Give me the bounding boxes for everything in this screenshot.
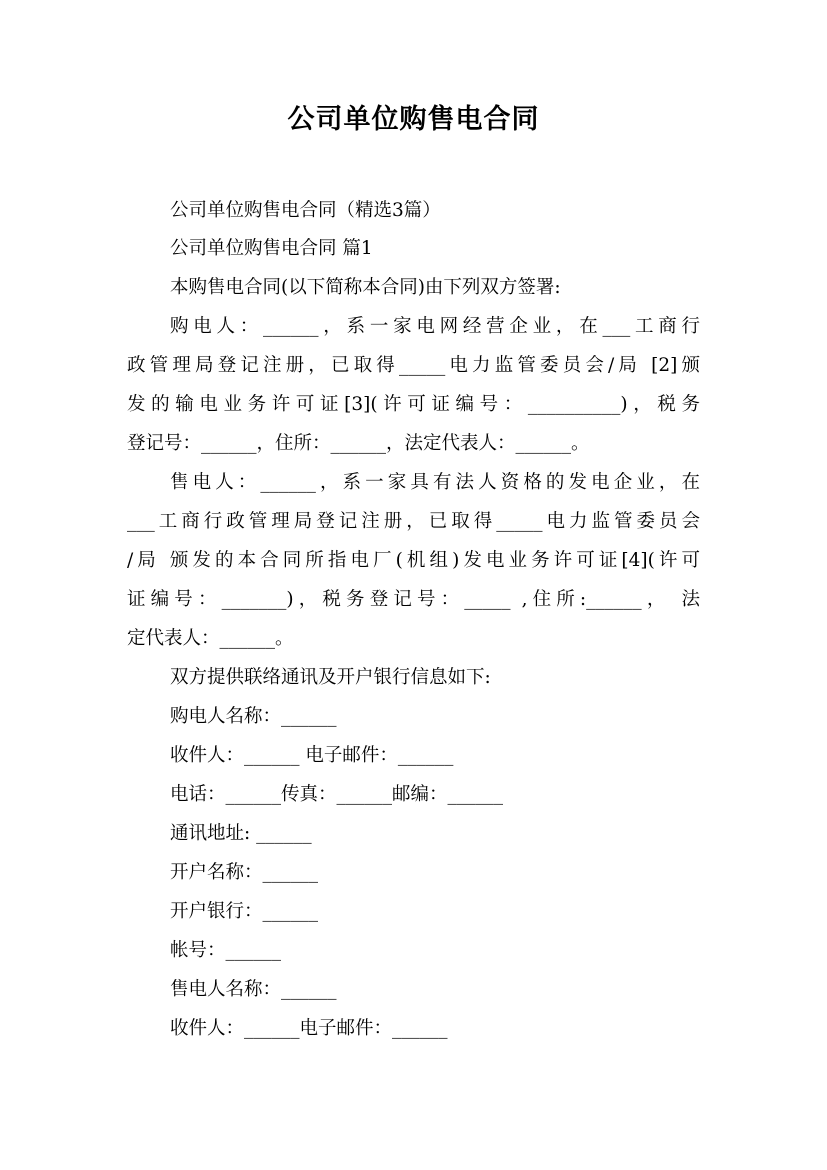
buyer-paragraph-line-4: 登记号：______，住所：______，法定代表人：______。 bbox=[127, 433, 590, 454]
buyer-phone-fax-zip-field: 电话：______传真：______邮编：______ bbox=[170, 784, 504, 805]
seller-paragraph-line-5: 定代表人：______。 bbox=[127, 628, 294, 649]
buyer-paragraph-line-2: 政管理局登记注册，已取得_____电力监管委员会/局 [2]颁 bbox=[127, 355, 700, 376]
seller-recipient-email-field: 收件人：______电子邮件：______ bbox=[170, 1018, 448, 1039]
buyer-bank-field: 开户银行：______ bbox=[170, 901, 319, 922]
intro-line: 本购售电合同(以下简称本合同)由下列双方签署: bbox=[170, 277, 561, 298]
buyer-name-field: 购电人名称：______ bbox=[170, 706, 337, 727]
buyer-account-number-field: 帐号：______ bbox=[170, 940, 282, 961]
seller-paragraph-line-4: 证编号：_______)，税务登记号：_____ ,住所:______， 法 bbox=[127, 589, 700, 610]
buyer-paragraph-line-1: 购电人：______，系一家电网经营企业，在___工商行 bbox=[170, 316, 700, 337]
buyer-paragraph-line-3: 发的输电业务许可证[3](许可证编号：__________)，税务 bbox=[127, 394, 700, 415]
subtitle-line: 公司单位购售电合同（精选3篇） bbox=[170, 200, 441, 221]
seller-paragraph-line-1: 售电人：______，系一家具有法人资格的发电企业，在 bbox=[170, 472, 700, 493]
seller-name-field: 售电人名称：______ bbox=[170, 979, 337, 1000]
buyer-account-name-field: 开户名称：______ bbox=[170, 862, 319, 883]
buyer-address-field: 通讯地址: ______ bbox=[170, 823, 312, 844]
document-title: 公司单位购售电合同 bbox=[287, 104, 540, 135]
buyer-recipient-email-field: 收件人：______ 电子邮件：______ bbox=[170, 745, 454, 766]
seller-paragraph-line-3: /局 颁发的本合同所指电厂(机组)发电业务许可证[4](许可 bbox=[127, 550, 700, 571]
section-heading: 公司单位购售电合同 篇1 bbox=[170, 238, 373, 259]
seller-paragraph-line-2: ___工商行政管理局登记注册，已取得_____电力监管委员会 bbox=[127, 511, 700, 532]
contact-info-intro: 双方提供联络通讯及开户银行信息如下: bbox=[170, 667, 491, 688]
